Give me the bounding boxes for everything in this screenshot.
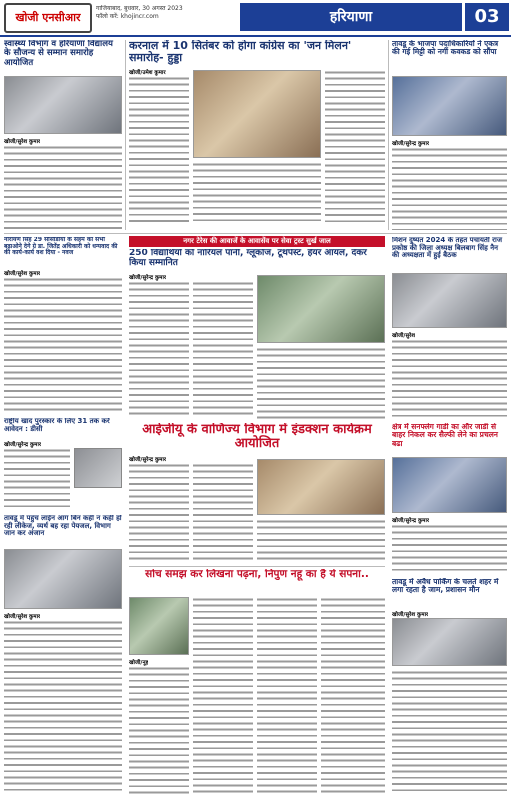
article-4-body: [4, 277, 122, 412]
article-4-byline: खोजी/सुरेश कुमार: [4, 271, 41, 277]
newspaper-logo: खोजी एनसीआर: [4, 3, 92, 33]
article-2: [129, 40, 385, 225]
article-11-body-col4: [321, 597, 385, 795]
article-11-body-col2: [193, 597, 253, 795]
article-12-headline: तावडू में अवैध पार्किंग के चलते शहर में लगा रहता है जाम, प्रशासन मौन: [392, 578, 499, 595]
masthead: [0, 0, 511, 36]
article-3-byline: खोजी/सुरेन्द्र कुमार: [392, 141, 430, 147]
article-11-headline: सोच समझ कर लिखना पढ़ना, निपुण नहू का है ये सपना..: [145, 569, 369, 580]
article-2-byline: खोजी/उमेश कुमार: [129, 70, 166, 76]
article-10: [4, 515, 122, 795]
article-11-photo: [129, 597, 189, 655]
article-6: [392, 237, 507, 417]
article-8-body-col1: [129, 463, 189, 563]
article-3: [392, 40, 507, 230]
article-11-body-col1: [129, 666, 189, 795]
article-12: [392, 578, 507, 795]
issue-date: गाजियाबाद, बुधवार, 30 अगस्त 2023: [96, 5, 183, 12]
article-8-body-col2: [193, 463, 253, 563]
article-10-body: [4, 620, 122, 795]
article-2-body-col3: [325, 70, 385, 224]
article-8: [129, 423, 385, 563]
column-rule: [125, 40, 126, 230]
page-number: 03: [465, 3, 509, 31]
article-7-body: [4, 448, 70, 510]
masthead-dateline: [96, 5, 246, 29]
article-5-body-col1: [129, 281, 189, 419]
article-4: [4, 237, 122, 412]
article-2-photo: [193, 70, 321, 158]
article-3-body: [392, 147, 507, 230]
article-5-body-col2: [193, 281, 253, 419]
article-7: [4, 418, 122, 510]
issue-subline: फॉलो करें: khojincr.com: [96, 13, 159, 20]
article-2-body-col2: [193, 162, 321, 224]
article-1-byline: खोजी/सुरेश कुमार: [4, 139, 41, 145]
article-7-byline: खोजी/सुरेन्द्र कुमार: [4, 442, 42, 448]
article-1-body: [4, 145, 122, 229]
article-12-byline: खोजी/सुरेश कुमार: [392, 612, 429, 618]
article-6-body: [392, 339, 507, 417]
article-11: [129, 569, 385, 795]
article-6-headline: मिशन दुष्यंत 2024 के तहत पंचायती राज प्रकोष्ठ की जिला अध्यक्ष बिलबाग सिंह नैन की अध्यक्षता में हुई बैठक: [392, 237, 503, 260]
article-9-byline: खोजी/सुरेन्द्र कुमार: [392, 518, 430, 524]
article-5-photo: [257, 275, 385, 343]
row-rule: [129, 566, 385, 567]
article-11-body-col3: [257, 597, 317, 795]
article-4-headline: नारायण सिंह 29 सीसीडीयों के सहमे को सभी बढ़ाओने देगे ग्रे डा. जितेंद्र अधिकारी को धन्यवाद की की कार्य-कार्य वश दिया - नवज: [4, 237, 118, 257]
article-8-photo: [257, 459, 385, 515]
article-3-photo: [392, 76, 507, 136]
article-1-photo: [4, 76, 122, 134]
article-3-headline: तावडू के भाजपा पदाधिकारियों ने एकत्र की गई मिट्टी को नगीं कवकड को सौंपा: [392, 40, 499, 57]
article-8-byline: खोजी/सुरेन्द्र कुमार: [129, 457, 167, 463]
article-9-headline: क्षेत्र में सनफ्लेग गाडी का और जाडी से बाहर निकल कर सैल्फी लेने का प्रचलन बढा: [392, 423, 498, 448]
article-8-body-col3: [257, 519, 385, 563]
article-6-photo: [392, 273, 507, 328]
article-11-byline: खोजी/नूह: [129, 660, 149, 666]
section-title: हरियाणा: [240, 3, 462, 31]
article-5-byline: खोजी/सुरेन्द्र कुमार: [129, 275, 167, 281]
article-1-headline: स्वास्थ्य विभाग व हरियाणा विद्यालय के सौजन्य से सम्मान समारोह आयोजित: [4, 40, 113, 68]
column-rule: [388, 40, 389, 230]
article-5: [129, 249, 385, 419]
article-1: [4, 40, 122, 230]
article-12-body: [392, 670, 507, 795]
article-10-headline: तावडू में पहुंच लाईन आग बिन कहीं न कहीं हो रही लीकेज, व्यर्थ बह रहा पेयजल, विभाग जान कर अंजान: [4, 515, 122, 538]
article-9-photo: [392, 457, 507, 513]
article-7-photo: [74, 448, 122, 488]
article-2-body-col1: [129, 76, 189, 224]
article-2-headline: करनाल में 10 सितंबर को होगा कांग्रेस का 'जन मिलन' समारोह- हुड्डा: [129, 40, 352, 65]
article-12-photo: [392, 618, 507, 666]
article-7-headline: राष्ट्रीय खाद पुरस्कार के लिए 31 तक करें आवेदन : डीसी: [4, 418, 110, 433]
masthead-rule: [0, 35, 511, 37]
row-rule: [4, 233, 507, 234]
article-10-photo: [4, 549, 122, 609]
article-9: [392, 423, 507, 573]
article-10-byline: खोजी/सुरेश कुमार: [4, 614, 41, 620]
article-5-headline: 250 विद्यार्थियों को नारियल पानी, ग्लूकोज, टूथपेस्ट, हेयर आयल, देकर किया सम्मानित: [129, 249, 367, 268]
article-8-headline: आईजीयू के वाणिज्य विभाग में इंडक्शन कार्यक्रम आयोजित: [142, 423, 372, 452]
article-5-banner: नगर टेरेस की आवाजें के आवासेंव पर सेवा ट्रस्ट सुर्ख जाल: [129, 236, 385, 247]
article-9-body: [392, 524, 507, 573]
article-6-byline: खोजी/सुरेश: [392, 333, 416, 339]
article-5-body-col3: [257, 347, 385, 419]
